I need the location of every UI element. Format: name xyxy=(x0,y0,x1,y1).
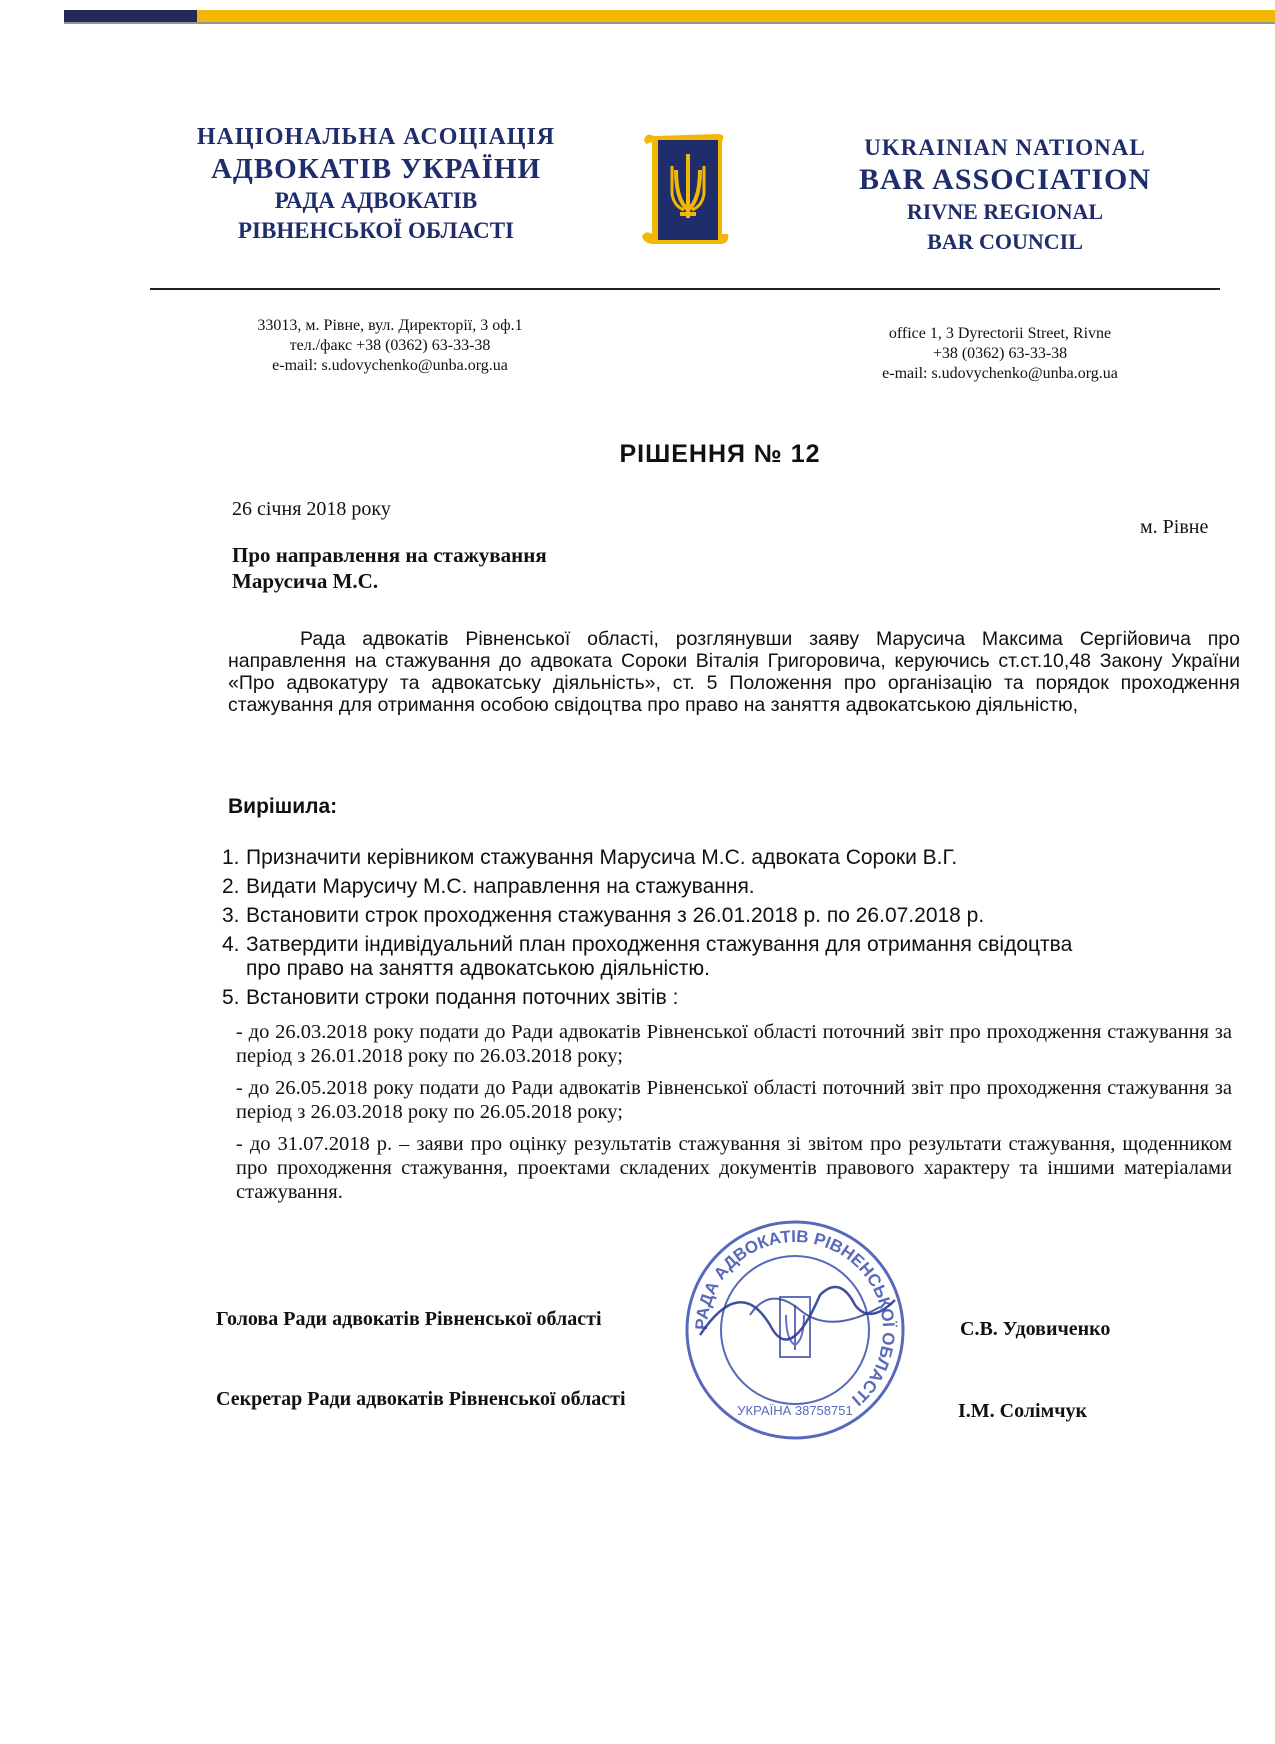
item-number: 3. xyxy=(222,904,240,927)
contact-ua-phone: тел./факс +38 (0362) 63-33-38 xyxy=(289,337,491,354)
item-number: 4. xyxy=(222,933,240,956)
deadline-item: - до 26.05.2018 року подати до Ради адвокатів Рівненської області поточний звіт про проходження стажування за період з 26.03.2018 року по 26.05.2018 року; xyxy=(236,1077,1232,1123)
chair-role: Голова Ради адвокатів Рівненської області xyxy=(216,1308,602,1330)
item-text: Встановити строки подання поточних звітів : xyxy=(246,986,679,1009)
subject-line1: Про направлення на стажування xyxy=(232,543,547,567)
contact-ua-email: e-mail: s.udovychenko@unba.org.ua xyxy=(272,357,508,374)
letterhead-top-line xyxy=(64,22,1275,24)
decided-label: Вирішила: xyxy=(228,795,338,818)
secretary-name: І.М. Солімчук xyxy=(958,1400,1088,1422)
contact-ua-address: 33013, м. Рівне, вул. Директорії, 3 оф.1 xyxy=(257,317,523,334)
chair-name: С.В. Удовиченко xyxy=(960,1318,1111,1340)
letterhead-en-line4: BAR COUNCIL xyxy=(927,229,1083,254)
letterhead-ua-line2: АДВОКАТІВ УКРАЇНИ xyxy=(210,153,542,185)
letterhead-ua-line3: РАДА АДВОКАТІВ xyxy=(274,188,478,213)
secretary-role: Секретар Ради адвокатів Рівненської області xyxy=(216,1388,626,1410)
contact-en-address: office 1, 3 Dyrectorii Street, Rivne xyxy=(888,325,1112,342)
letterhead-en xyxy=(820,133,1190,257)
item-text: Затвердити індивідуальний план проходження стажування для отримання свідоцтва про право на заняття адвокатською діяльністю. xyxy=(246,933,1073,980)
item-text: Встановити строк проходження стажування з 26.01.2018 р. по 26.07.2018 р. xyxy=(246,904,985,927)
deadline-item: - до 31.07.2018 р. – заяви про оцінку результатів стажування зі звітом про результати стажування, щоденником про проходження стажування, проектами складених документів правового характеру та іншими матеріалами стажування. xyxy=(236,1133,1232,1203)
list-item xyxy=(222,933,1232,981)
list-item xyxy=(222,846,1232,870)
decision-title: РІШЕННЯ № 12 xyxy=(619,440,821,468)
subject-line2: Марусича М.С. xyxy=(232,569,379,593)
contacts-en xyxy=(830,324,1170,384)
decision-items xyxy=(222,846,1232,1015)
official-stamp-icon xyxy=(680,1215,910,1445)
decision-date: 26 січня 2018 року xyxy=(232,498,391,520)
letterhead-divider xyxy=(150,288,1220,290)
decision-city: м. Рівне xyxy=(1140,516,1209,538)
decision-preamble: Рада адвокатів Рівненської області, розглянувши заяву Марусича Максима Сергійовича про направлення на стажування до адвоката Сороки Віталія Григоровича, керуючись ст.ст.10,48 Закону України «Про адвокатуру та адвокатську діяльність», ст. 5 Положення про організацію та порядок проходження стажування для отримання особою свідоцтва про право на заняття адвокатською діяльністю, xyxy=(228,628,1240,716)
item-number: 2. xyxy=(222,875,240,898)
report-deadlines xyxy=(236,1020,1232,1212)
trident-scroll-logo-icon xyxy=(636,130,736,248)
letterhead-en-line2: BAR ASSOCIATION xyxy=(858,163,1152,196)
list-item xyxy=(222,986,1232,1010)
letterhead-color-bar xyxy=(64,10,1275,22)
letterhead-ua xyxy=(176,122,576,246)
contact-en-phone: +38 (0362) 63-33-38 xyxy=(932,345,1068,362)
deadline-item: - до 26.03.2018 року подати до Ради адвокатів Рівненської області поточний звіт про проходження стажування за період з 26.01.2018 року по 26.03.2018 року; xyxy=(236,1021,1232,1067)
item-text: Видати Марусичу М.С. направлення на стажування. xyxy=(246,875,755,898)
stamp-text: РАДА АДВОКАТІВ РІВНЕНСЬКОЇ ОБЛАСТІ xyxy=(691,1226,899,1410)
contact-en-email: e-mail: s.udovychenko@unba.org.ua xyxy=(882,365,1118,382)
letterhead-en-line3: RIVNE REGIONAL xyxy=(906,199,1104,224)
letterhead-en-line1: UKRAINIAN NATIONAL xyxy=(864,135,1146,160)
stamp-bottom-text: УКРАЇНА 38758751 xyxy=(737,1403,853,1418)
decision-subject xyxy=(232,542,547,594)
list-item xyxy=(222,875,1232,899)
letterhead-ua-line4: РІВНЕНСЬКОЇ ОБЛАСТІ xyxy=(238,218,514,243)
list-item xyxy=(222,904,1232,928)
item-number: 5. xyxy=(222,986,240,1009)
item-text: Призначити керівником стажування Марусича М.С. адвоката Сороки В.Г. xyxy=(246,846,958,869)
letterhead-ua-line1: НАЦІОНАЛЬНА АСОЦІАЦІЯ xyxy=(196,124,556,150)
contacts-ua xyxy=(200,316,580,376)
item-number: 1. xyxy=(222,846,240,869)
